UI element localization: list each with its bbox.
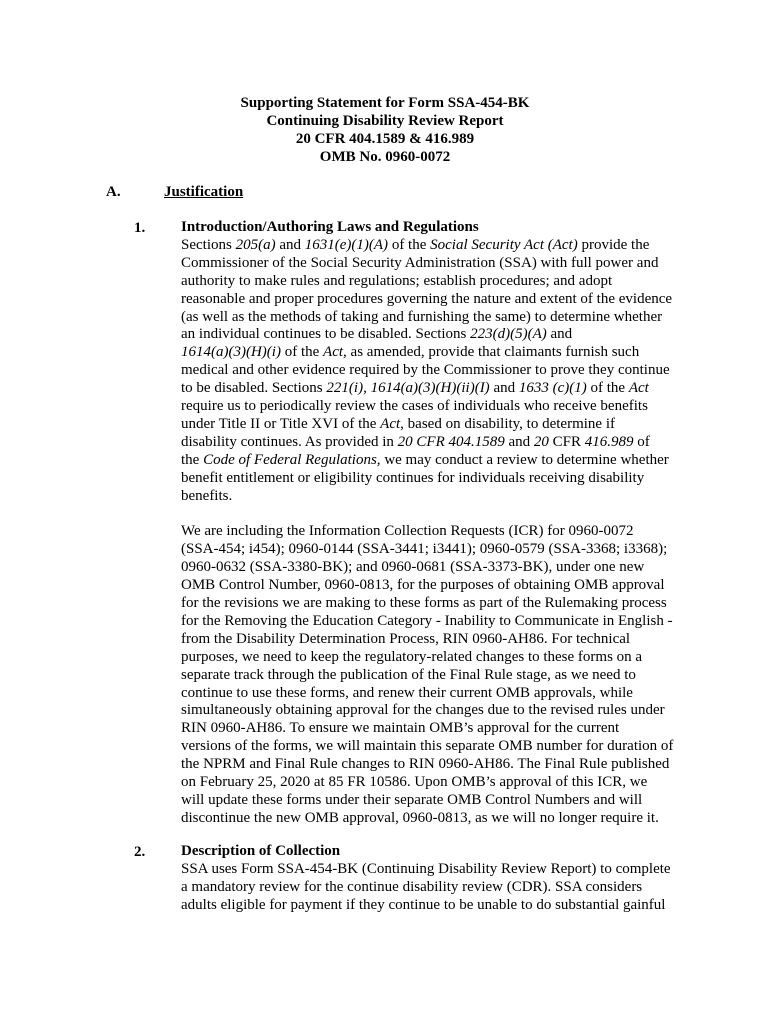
item-2-block [181,843,686,915]
p1-line: to be disabled. Sections 221(i), 1614(a)(3)(H)(ii)(I) and 1633 (c)(1) of the Act [181,380,649,397]
p2-line: the NPRM and Final Rule changes to RIN 0960-AH86. The Final Rule published [181,756,670,773]
item-2-heading: Description of Collection [181,843,341,859]
p1-line: (as well as the methods of taking and furnishing the same) to determine whether [181,308,663,325]
p2-line: simultaneously obtaining approval for the changes due to the revised rules under [181,702,665,719]
p2-line: OMB Control Number, 0960-0813, for the purposes of obtaining OMB approval [181,577,665,594]
p2-line: on February 25, 2020 at 85 FR 10586. Upon OMB’s approval of this ICR, we [181,774,648,791]
section-title: Justification [164,184,244,200]
title-line-3: 20 CFR 404.1589 & 416.989 [295,131,475,147]
p2-line: will update these forms under their separate OMB Control Numbers and will [181,791,643,808]
item-2-line: adults eligible for payment if they continue to be unable to do substantial gainful [181,896,666,913]
item-1-heading: Introduction/Authoring Laws and Regulations [181,219,479,235]
p1-line: require us to periodically review the cases of individuals who receive benefits [181,398,648,415]
p2-line: purposes, we need to keep the regulatory-related changes to these forms on a [181,648,643,665]
item-2-line: a mandatory review for the continue disability review (CDR). SSA considers [181,878,643,895]
item-2-line: SSA uses Form SSA-454-BK (Continuing Disability Review Report) to complete [181,860,671,877]
section-label: A. [106,184,121,200]
p2-line: We are including the Information Collection Requests (ICR) for 0960-0072 [181,523,634,540]
section-a-heading [106,183,243,201]
p2-line: 0960-0632 (SSA-3380-BK); and 0960-0681 (SSA-3373-BK), under one new [181,559,645,576]
p1-line: medical and other evidence required by the Commissioner to prove they continue [181,362,670,379]
p2-line: separate track through the publication of the Final Rule stage, as we need to [181,666,636,683]
p2-line: for the Removing the Education Category - Inability to Communicate in English - [181,612,673,629]
p2-line: (SSA-454; i454); 0960-0144 (SSA-3441; i3441); 0960-0579 (SSA-3368; i3368); [181,541,668,558]
p1-line: disability continues. As provided in 20 CFR 404.1589 and 20 CFR 416.989 of [181,433,650,450]
title-line-1: Supporting Statement for Form SSA-454-BK [240,95,530,111]
p2-line: RIN 0960-AH86. To ensure we maintain OMB’s approval for the current [181,720,620,737]
document-title [0,94,770,166]
title-line-4: OMB No. 0960-0072 [319,149,451,165]
p1-line: benefits. [181,487,233,504]
p2-line: versions of the forms, we will maintain this separate OMB number for duration of [181,738,674,755]
p1-line: an individual continues to be disabled. Sections 223(d)(5)(A) and [181,326,573,343]
item-1-number: 1. [134,220,146,236]
p1-line: Commissioner of the Social Security Administration (SSA) with full power and [181,254,659,271]
title-line-2: Continuing Disability Review Report [266,113,504,129]
p1-line: authority to make rules and regulations; establish procedures; and adopt [181,272,613,289]
p1-line: benefit entitlement or eligibility continues for individuals receiving disability [181,469,645,486]
p2-line: discontinue the new OMB approval, 0960-0813, as we will no longer require it. [181,809,659,826]
p1-line: reasonable and proper procedures governing the nature and extent of the evidence [181,290,673,307]
p1-line: Sections 205(a) and 1631(e)(1)(A) of the Social Security Act (Act) provide the [181,236,650,253]
p1-line: the Code of Federal Regulations, we may conduct a review to determine whether [181,451,669,468]
item-1-block [181,219,686,828]
p2-line: for the revisions we are making to these forms as part of the Rulemaking process [181,595,667,612]
p2-line: from the Disability Determination Process, RIN 0960-AH86. For technical [181,630,631,647]
item-2-number: 2. [134,844,146,860]
p1-line: 1614(a)(3)(H)(i) of the Act, as amended, provide that claimants furnish such [181,344,640,361]
p1-line: under Title II or Title XVI of the Act, based on disability, to determine if [181,415,615,432]
p2-line: continue to use these forms, and renew their current OMB approvals, while [181,684,633,701]
